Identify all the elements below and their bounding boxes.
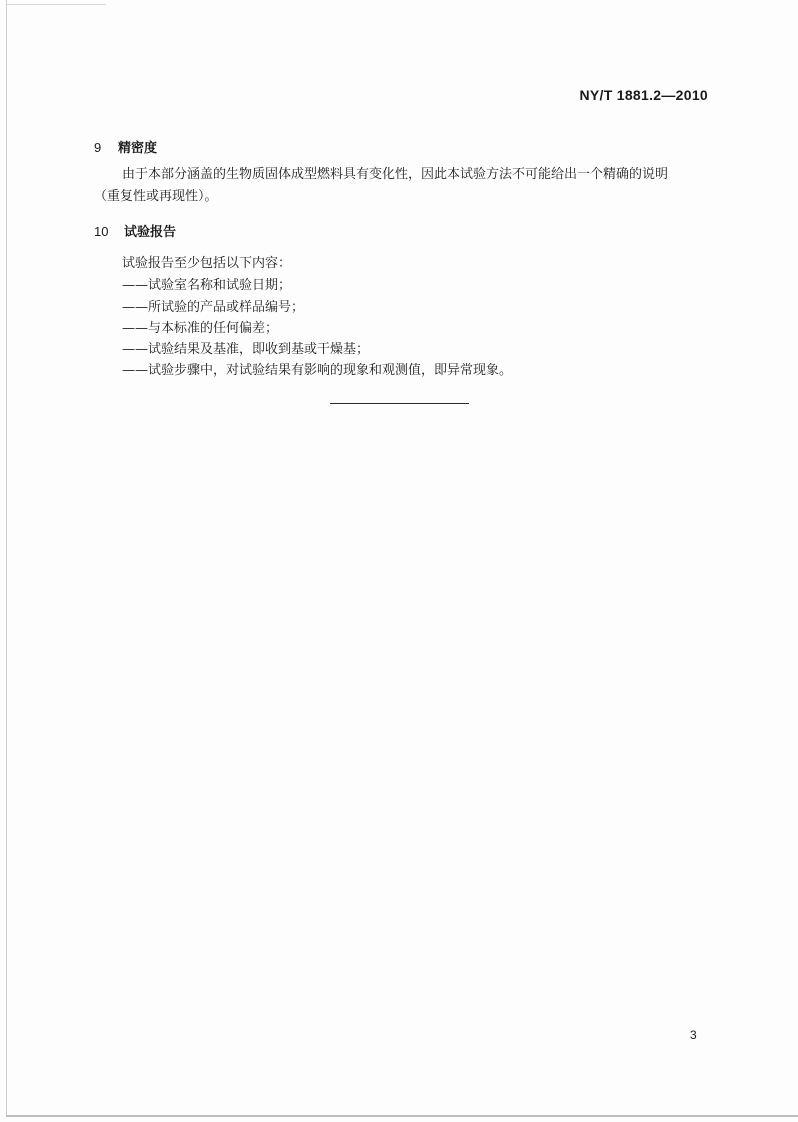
section-9-paragraph-line2: （重复性或再现性）。 (94, 189, 218, 204)
report-item: ——与本标准的任何偏差； (122, 321, 279, 336)
section-9-heading (94, 137, 157, 156)
section-9-number: 9 (94, 140, 102, 155)
section-10-title: 试验报告 (124, 225, 177, 240)
report-item: ——试验室名称和试验日期； (122, 278, 292, 293)
section-10-heading (94, 221, 176, 240)
report-item: ——试验结果及基准，即收到基或干燥基； (122, 342, 370, 357)
standard-code: NY/T 1881.2—2010 (579, 87, 708, 103)
section-9-paragraph-line1: 由于本部分涵盖的生物质固体成型燃料具有变化性，因此本试验方法不可能给出一个精确的说明 (122, 167, 669, 182)
section-9-title: 精密度 (118, 141, 158, 156)
page-number: 3 (690, 1028, 697, 1042)
end-of-document-rule (330, 403, 469, 404)
report-item: ——所试验的产品或样品编号； (122, 300, 305, 315)
section-10-number: 10 (94, 224, 109, 239)
report-item: ——试验步骤中，对试验结果有影响的现象和观测值，即异常现象。 (122, 363, 513, 378)
scan-edge-top (6, 4, 106, 5)
scan-edge-left (6, 0, 7, 1116)
scan-edge-bottom (6, 1115, 798, 1117)
section-10-intro: 试验报告至少包括以下内容： (122, 256, 292, 271)
